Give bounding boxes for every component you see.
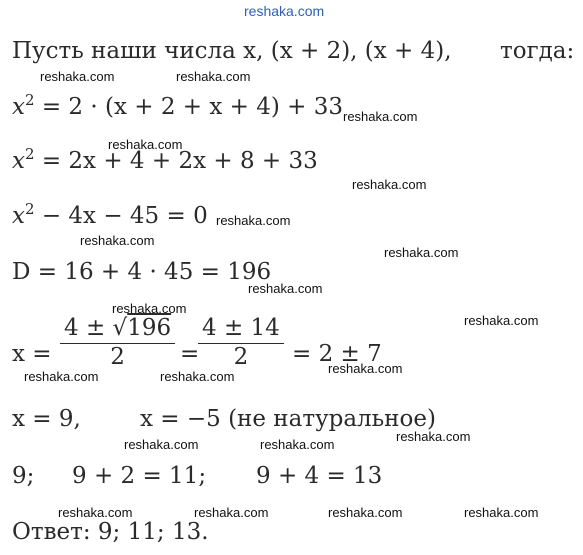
- site-watermark: reshaka.com: [58, 505, 133, 520]
- exponent: 2: [24, 200, 35, 218]
- site-watermark: reshaka.com: [343, 109, 418, 124]
- equation-line-2: [12, 145, 318, 174]
- site-watermark: reshaka.com: [108, 137, 183, 152]
- roots-fraction-2: [198, 316, 284, 371]
- quadratic-rest: − 4x − 45 = 0: [41, 203, 208, 229]
- site-watermark: reshaka.com: [396, 429, 471, 444]
- var-x: x: [12, 94, 25, 120]
- equation-rhs: = 2x + 4 + 2x + 8 + 33: [41, 148, 318, 174]
- fraction-2-denominator: 2: [233, 344, 249, 371]
- site-watermark-top: reshaka.com: [244, 3, 325, 19]
- site-watermark: reshaka.com: [112, 301, 187, 316]
- fraction-1-denominator: 2: [110, 344, 125, 371]
- site-watermark: reshaka.com: [160, 369, 235, 384]
- site-watermark: reshaka.com: [352, 177, 427, 192]
- site-watermark: reshaka.com: [80, 233, 155, 248]
- fraction-2-numerator: 4 ± 14: [198, 316, 284, 344]
- site-watermark: reshaka.com: [464, 505, 539, 520]
- roots-fraction-1: [60, 316, 175, 371]
- exponent: 2: [24, 91, 35, 109]
- exponent: 2: [24, 145, 35, 163]
- equation-rhs: = 2 · (x + 2 + x + 4) + 33: [41, 94, 343, 120]
- number-1: 9;: [12, 463, 35, 489]
- root-2: x = −5 (не натуральное): [140, 406, 436, 432]
- roots-x-equals: x =: [12, 341, 52, 367]
- site-watermark: reshaka.com: [328, 361, 403, 376]
- quadratic-equation: [12, 200, 208, 229]
- roots-simplified: = 2 ± 7: [292, 341, 382, 367]
- site-watermark: reshaka.com: [194, 505, 269, 520]
- site-watermark: reshaka.com: [40, 69, 115, 84]
- intro-then: тогда:: [500, 38, 575, 64]
- var-x: x: [12, 148, 25, 174]
- roots-mid-equals: =: [180, 341, 200, 367]
- fraction-1-numerator: 4 ± √196: [60, 316, 175, 344]
- intro-text: Пусть наши числа x, (x + 2), (x + 4),: [12, 38, 452, 64]
- site-watermark: reshaka.com: [384, 245, 459, 260]
- discriminant-line: D = 16 + 4 · 45 = 196: [12, 259, 272, 285]
- number-3: 9 + 4 = 13: [256, 463, 383, 489]
- intro-statement: [12, 40, 452, 63]
- equation-line-1: [12, 91, 343, 120]
- root-1: x = 9,: [12, 406, 81, 432]
- answer-line: Ответ: 9; 11; 13.: [12, 519, 209, 545]
- site-watermark: reshaka.com: [24, 369, 99, 384]
- site-watermark: reshaka.com: [328, 505, 403, 520]
- site-watermark: reshaka.com: [216, 213, 291, 228]
- site-watermark: reshaka.com: [176, 69, 251, 84]
- site-watermark: reshaka.com: [124, 437, 199, 452]
- var-x: x: [12, 203, 25, 229]
- number-2: 9 + 2 = 11;: [72, 463, 207, 489]
- site-watermark: reshaka.com: [248, 281, 323, 296]
- site-watermark: reshaka.com: [464, 313, 539, 328]
- site-watermark: reshaka.com: [260, 437, 335, 452]
